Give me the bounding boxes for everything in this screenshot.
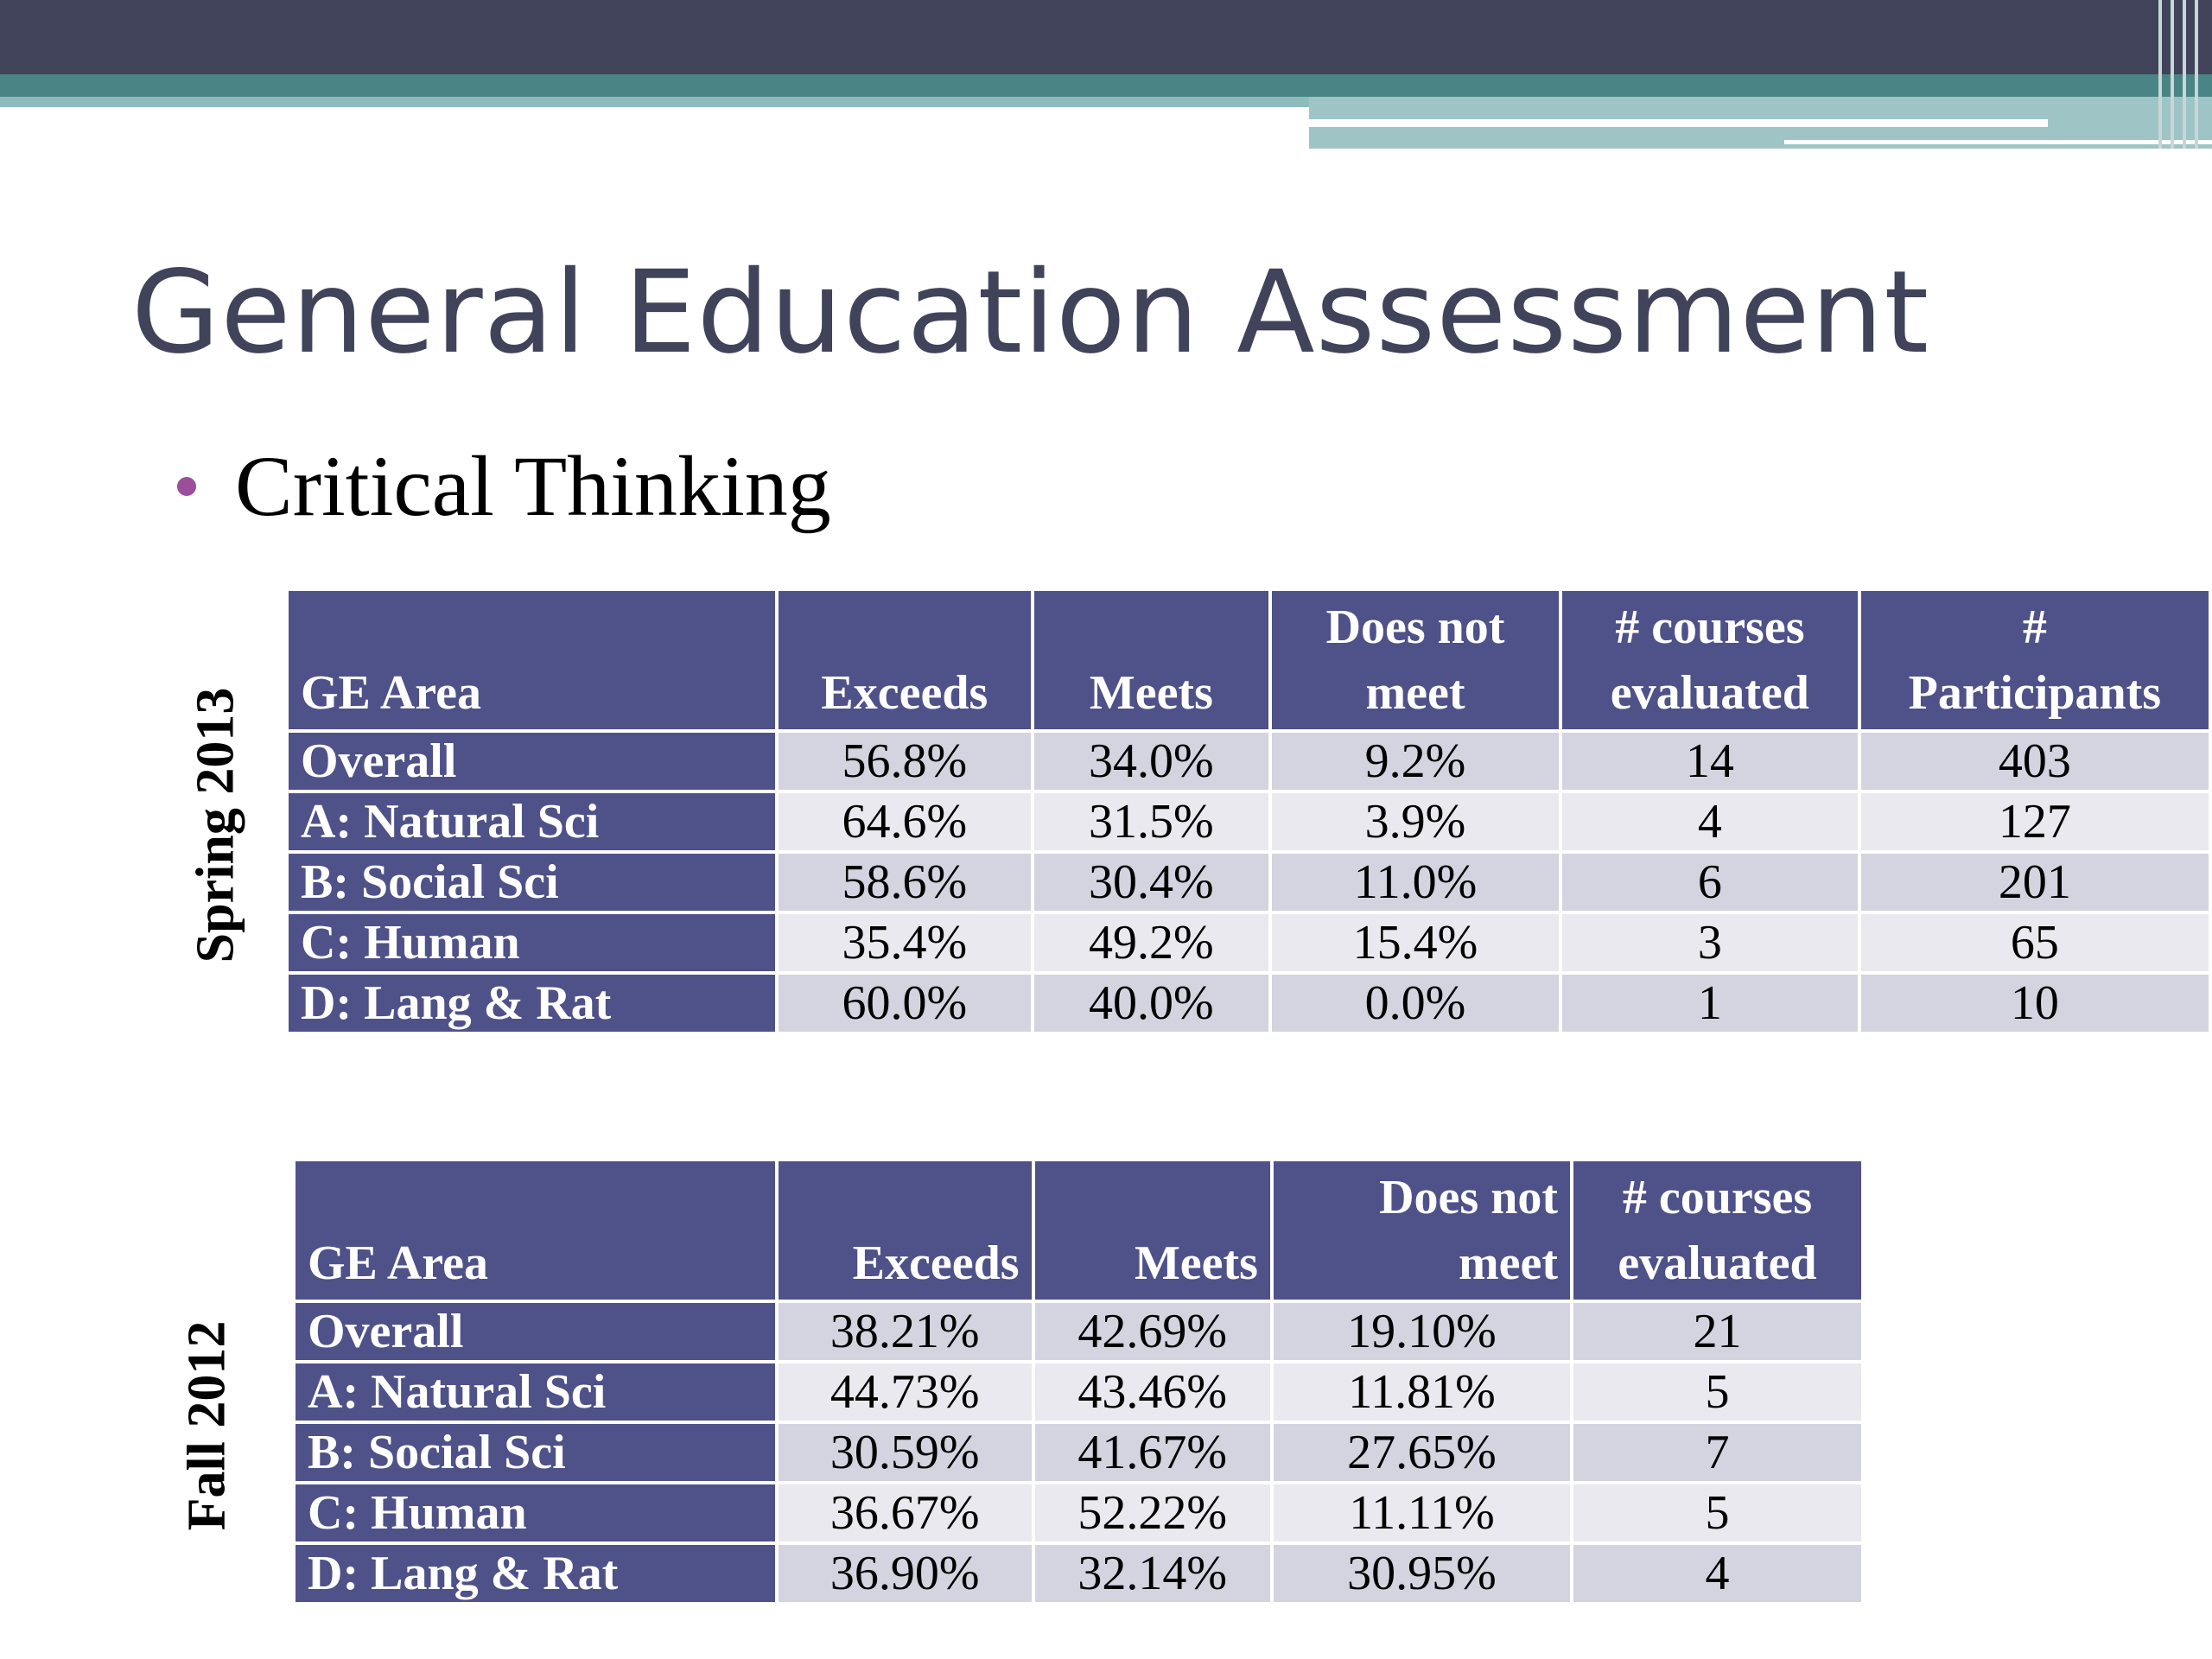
cell-meets: 31.5% (1034, 793, 1268, 850)
cell-exceeds: 36.67% (779, 1484, 1032, 1541)
cell-does-not-meet: 0.0% (1272, 975, 1559, 1032)
spring-2013-label: Spring 2013 (186, 687, 245, 963)
cell-does-not-meet: 11.0% (1272, 854, 1559, 911)
header-meets: Meets (1035, 1161, 1270, 1300)
header-exceeds: Exceeds (779, 591, 1031, 729)
header-accent-line-short (1784, 140, 2212, 144)
cell-participants: 201 (1861, 854, 2209, 911)
cell-exceeds: 30.59% (779, 1424, 1032, 1481)
header-courses-evaluated: # courses evaluated (1573, 1161, 1861, 1300)
cell-area: D: Lang & Rat (296, 1545, 775, 1602)
header-meets: Meets (1034, 591, 1268, 729)
cell-courses: 5 (1573, 1363, 1861, 1421)
cell-area: C: Human (289, 914, 775, 971)
table-row (296, 1303, 1861, 1360)
cell-participants: 403 (1861, 733, 2209, 790)
header-does-not-meet: Does not meet (1272, 591, 1559, 729)
spring-2013-table (285, 588, 2212, 1035)
cell-does-not-meet: 19.10% (1274, 1303, 1570, 1360)
bullet-item (177, 436, 831, 536)
table-row (296, 1545, 1861, 1602)
cell-does-not-meet: 9.2% (1272, 733, 1559, 790)
cell-courses: 7 (1573, 1424, 1861, 1481)
cell-courses: 21 (1573, 1303, 1861, 1360)
cell-meets: 41.67% (1035, 1424, 1270, 1481)
table-header-row (289, 591, 2209, 729)
cell-exceeds: 64.6% (779, 793, 1031, 850)
cell-exceeds: 56.8% (779, 733, 1031, 790)
cell-exceeds: 44.73% (779, 1363, 1032, 1421)
table-row (296, 1484, 1861, 1541)
cell-courses: 6 (1562, 854, 1858, 911)
header-stripes (2152, 0, 2212, 149)
cell-meets: 40.0% (1034, 975, 1268, 1032)
header-ge-area: GE Area (296, 1161, 775, 1300)
cell-courses: 5 (1573, 1484, 1861, 1541)
table-row (289, 854, 2209, 911)
cell-courses: 14 (1562, 733, 1858, 790)
cell-meets: 49.2% (1034, 914, 1268, 971)
header-does-not-meet: Does not meet (1274, 1161, 1570, 1300)
cell-exceeds: 36.90% (779, 1545, 1032, 1602)
cell-courses: 4 (1562, 793, 1858, 850)
cell-area: Overall (296, 1303, 775, 1360)
slide-title: General Education Assessment (131, 246, 1930, 379)
cell-meets: 30.4% (1034, 854, 1268, 911)
header-exceeds: Exceeds (779, 1161, 1032, 1300)
header-courses-evaluated: # courses evaluated (1562, 591, 1858, 729)
cell-exceeds: 38.21% (779, 1303, 1032, 1360)
bullet-dot-icon (177, 477, 196, 496)
cell-does-not-meet: 30.95% (1274, 1545, 1570, 1602)
cell-meets: 43.46% (1035, 1363, 1270, 1421)
cell-meets: 34.0% (1034, 733, 1268, 790)
cell-exceeds: 60.0% (779, 975, 1031, 1032)
fall-2012-label: Fall 2012 (177, 1320, 237, 1531)
cell-does-not-meet: 27.65% (1274, 1424, 1570, 1481)
cell-participants: 10 (1861, 975, 2209, 1032)
cell-exceeds: 58.6% (779, 854, 1031, 911)
cell-area: B: Social Sci (289, 854, 775, 911)
cell-does-not-meet: 15.4% (1272, 914, 1559, 971)
header-bar-light (0, 97, 1309, 107)
header-accent-line (1309, 119, 2048, 127)
bullet-text: Critical Thinking (235, 438, 831, 534)
cell-courses: 1 (1562, 975, 1858, 1032)
cell-courses: 4 (1573, 1545, 1861, 1602)
table-header-row (296, 1161, 1861, 1300)
cell-exceeds: 35.4% (779, 914, 1031, 971)
cell-meets: 32.14% (1035, 1545, 1270, 1602)
header-participants: # Participants (1861, 591, 2209, 729)
cell-area: C: Human (296, 1484, 775, 1541)
header-bar-teal (0, 74, 2212, 97)
table-row (289, 793, 2209, 850)
cell-does-not-meet: 3.9% (1272, 793, 1559, 850)
header-bar-dark (0, 0, 2212, 74)
table-row (296, 1363, 1861, 1421)
cell-area: A: Natural Sci (296, 1363, 775, 1421)
cell-does-not-meet: 11.11% (1274, 1484, 1570, 1541)
cell-area: B: Social Sci (296, 1424, 775, 1481)
cell-participants: 127 (1861, 793, 2209, 850)
cell-meets: 52.22% (1035, 1484, 1270, 1541)
fall-2012-table (292, 1158, 1865, 1605)
cell-does-not-meet: 11.81% (1274, 1363, 1570, 1421)
cell-area: D: Lang & Rat (289, 975, 775, 1032)
table-row (296, 1424, 1861, 1481)
table-row (289, 733, 2209, 790)
cell-area: Overall (289, 733, 775, 790)
cell-participants: 65 (1861, 914, 2209, 971)
header-ge-area: GE Area (289, 591, 775, 729)
table-row (289, 914, 2209, 971)
cell-courses: 3 (1562, 914, 1858, 971)
cell-area: A: Natural Sci (289, 793, 775, 850)
cell-meets: 42.69% (1035, 1303, 1270, 1360)
table-row (289, 975, 2209, 1032)
